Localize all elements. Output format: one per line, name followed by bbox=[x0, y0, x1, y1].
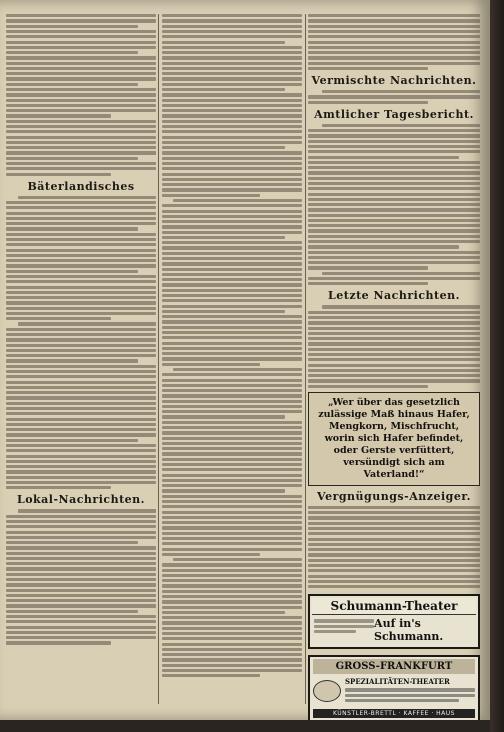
schumann-theater-ad bbox=[308, 594, 480, 649]
column-2 bbox=[162, 12, 302, 680]
column-divider bbox=[305, 14, 306, 704]
section-heading: Lokal-Nachrichten. bbox=[16, 493, 146, 507]
theater-ad-body bbox=[312, 615, 476, 645]
section-heading: Vermischte Nachrichten. bbox=[311, 74, 477, 88]
logo-icon bbox=[313, 680, 341, 702]
theater-title: Schumann-Theater bbox=[312, 598, 476, 615]
column-1 bbox=[6, 12, 156, 647]
column-3 bbox=[308, 12, 480, 720]
column-divider bbox=[158, 14, 159, 704]
section-heading: Vergnügungs-Anzeiger. bbox=[317, 489, 471, 503]
gross-ad-body bbox=[313, 674, 475, 707]
theater-slogan: Auf in's Schumann. bbox=[374, 617, 444, 644]
section-heading: Amtlicher Tagesbericht. bbox=[314, 107, 474, 121]
section-heading: Letzte Nachrichten. bbox=[328, 289, 460, 303]
gross-frankfurt-ad bbox=[308, 655, 480, 720]
gross-bar: KÜNSTLER-BRETTL · KAFFEE · HAUS bbox=[313, 709, 475, 718]
notice-box bbox=[308, 392, 480, 486]
book-spine-edge bbox=[490, 0, 504, 732]
gross-subtitle: SPEZIALITÄTEN-THEATER bbox=[345, 677, 450, 687]
notice-text: „Wer über das gesetzlich zulässige Maß hinaus Hafer, Mengkorn, Mischfrucht, worin sich Hafer befindet, oder Gerste verfüttert, versündigt sich am Vaterland!“ bbox=[318, 396, 470, 480]
section-heading: Bäterlandisches bbox=[27, 179, 135, 193]
gross-title: GROSS-FRANKFURT bbox=[313, 659, 475, 674]
